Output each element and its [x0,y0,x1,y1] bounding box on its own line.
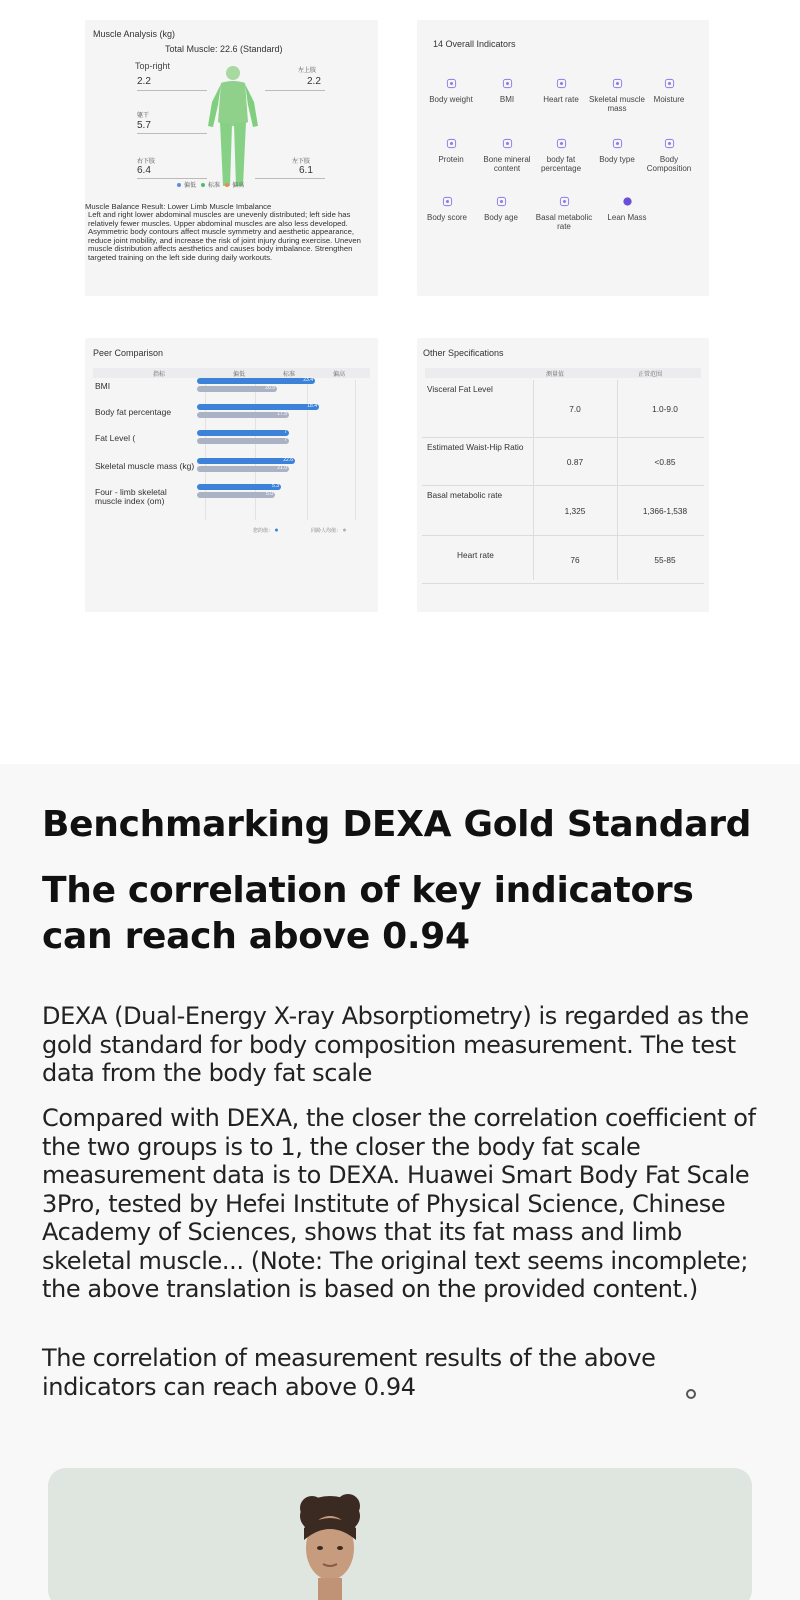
indicator-droplet [637,78,701,104]
legend-high: 偏高 [225,183,244,189]
legend-dot-icon [177,183,181,187]
protein-icon [446,138,457,149]
indicator-label: Body weight [429,95,473,104]
grid-line [355,380,356,520]
peer-row-label: BMI [95,381,111,391]
balance-title: Muscle Balance Result: Lower Limb Muscle Imbalance [85,202,272,211]
bottom-left-value: 6.1 [299,165,313,176]
header-high: 偏高 [333,372,346,378]
indicator-label: Basal metabolic rate [535,213,593,232]
grid-line [255,380,256,520]
muscle-legend [177,180,244,189]
spec-name: Basal metabolic rate [427,490,503,500]
indicator-label: Body score [426,213,468,222]
indicator-age [469,196,533,222]
spec-range: 55-85 [654,555,676,565]
total-muscle-text: Total Muscle: 22.6 (Standard) [165,44,283,54]
indicator-protein [419,138,483,164]
muscle-icon [612,78,623,89]
peer-value: 17.5 [277,411,287,417]
paragraph-dexa-intro: DEXA (Dual-Energy X-ray Absorptiometry) is regarded as the gold standard for body composition measurement. The test data from the body fat scale [42,1002,749,1087]
peer-row-label: Body fat percentage [95,407,172,417]
grid-line [307,380,308,520]
peer-average-bar [197,412,289,418]
indicator-metabolic [532,196,596,231]
legend-dot-icon [201,183,205,187]
legend-dot-icon [225,183,229,187]
score-icon [442,196,453,207]
peer-row-label: Skeletal muscle mass (kg) [95,461,195,471]
grid-line [205,380,206,520]
peer-average-bar [197,386,277,392]
spec-table-header [425,368,701,378]
peer-average-bar [197,438,289,444]
trunk-label: 躯干 [137,113,150,119]
peer-value: 20.5 [265,385,275,391]
legend-low: 偏低 [177,183,196,189]
bottom-right-label: 右下肢 [137,159,156,165]
dexa-section [0,764,800,1600]
indicator-label: Moisture [653,95,685,104]
header-measured: 测量值 [546,372,565,378]
user-value: 22.6 [283,457,293,463]
lean-mass-icon [622,196,633,207]
indicator-label: Skeletal muscle mass [588,95,646,114]
spec-name: Estimated Waist-Hip Ratio [427,442,524,452]
spec-value: 0.87 [566,457,584,467]
paragraph-correlation: The correlation of measurement results of the above indicators can reach above 0.94 [42,1344,656,1401]
indicator-label: body fat percentage [540,155,582,174]
muscle-analysis-title: Muscle Analysis (kg) [93,29,176,39]
bone-icon [502,138,513,149]
user-value: 23.4 [303,377,313,383]
user-value-bar [197,458,295,464]
peer-row-label: Fat Level ( [95,433,136,443]
user-value-bar [197,430,289,436]
user-value: 18.4 [307,403,317,409]
spec-range: <0.85 [654,457,676,467]
body-type-icon [612,138,623,149]
bottom-left-label: 左下肢 [292,159,311,165]
circle-mark-icon [686,1389,696,1399]
spec-name: Visceral Fat Level [427,384,493,394]
paragraph-comparison: Compared with DEXA, the closer the correlation coefficient of the two groups is to 1, the closer the body fat scale measurement data is to DEXA. Huawei Smart Body Fat Scale 3Pro, tested by Hefei Institute of Physical Science, Chinese Academy of Sciences, shows that its fat mass and limb skeletal muscle... (Note: The original text seems incomplete; the above translation is based on the provided content.) [42,1104,756,1303]
bottom-right-value: 6.4 [137,165,151,176]
header-standard: 标准 [283,372,296,378]
peer-comparison-title: Peer Comparison [93,348,164,358]
indicator-label: Lean Mass [607,213,647,222]
muscle-analysis-panel [85,20,378,296]
overall-indicators-panel [417,20,709,296]
droplet-icon [664,78,675,89]
spec-range: 1,366-1,538 [642,506,688,516]
indicator-label: Protein [438,155,464,164]
indicator-scale [419,78,483,104]
divider [265,90,325,91]
divider [137,133,207,134]
indicator-composition [637,138,701,173]
spec-row [422,486,704,536]
top-left-value: 2.2 [307,76,321,87]
user-value-bar [197,484,281,490]
indicator-lean-mass [595,196,659,222]
balance-text: Left and right lower abdominal muscles are unevenly distributed; left side has relatively fewer muscles. Upper abdominal muscles are also less developed. Asymmetric body contours affect muscle symmetry and aesthetic appearance, reduce joint mobility, and increase the risk of joint injury during exercise. Uneven muscle distribution affects aesthetics and causes body imbalance. Strengthen targeted training on the left side during daily workouts. [88,210,361,262]
top-right-label: Top-right [135,61,171,71]
legend-standard: 标准 [201,183,220,189]
other-specifications-title: Other Specifications [423,348,504,358]
peer-comparison-panel [85,338,378,612]
legend-peer: 同龄人均值： ● [311,527,347,534]
peer-value: 5.0 [266,491,273,497]
indicator-heart [529,78,593,104]
divider [137,178,207,179]
peer-average-bar [197,466,289,472]
metabolic-icon [559,196,570,207]
top-right-value: 2.2 [137,76,151,87]
indicator-label: Body age [484,213,518,222]
indicator-label: Heart rate [543,95,579,104]
composition-icon [664,138,675,149]
muscle-balance-result [85,203,378,262]
legend-user: 您的值： ● [253,527,279,534]
other-specifications-panel [417,338,709,612]
body-figure-icon [201,64,265,189]
header-range: 正常范围 [638,372,663,378]
spec-value: 76 [570,555,580,565]
peer-value: 21.0 [277,465,287,471]
top-left-label: 左上肢 [298,68,317,74]
spec-value: 1,325 [564,506,586,516]
divider [255,178,325,179]
spec-row [422,380,704,438]
spec-range: 1.0-9.0 [652,404,678,414]
user-value-bar [197,378,315,384]
user-value: 7 [284,429,287,435]
spec-name: Heart rate [457,550,494,560]
indicators-title: 14 Overall Indicators [433,39,516,49]
user-value-bar [197,404,319,410]
header-indicator: 指标 [153,372,166,378]
peer-average-bar [197,492,275,498]
peer-row-label: Four - limb skeletal muscle index (om) [95,487,167,507]
spec-row [422,536,704,584]
bmi-icon [502,78,513,89]
indicator-label: Body Composition [646,155,692,174]
trunk-value: 5.7 [137,120,151,131]
fat-icon [556,138,567,149]
spec-row [422,438,704,486]
heart-icon [556,78,567,89]
woman-portrait-icon [48,1468,752,1600]
scale-icon [446,78,457,89]
section-subheading: The correlation of key indicators can reach above 0.94 [42,870,694,957]
spec-value: 7.0 [569,404,581,414]
user-value: 5.3 [272,483,279,489]
divider [137,90,207,91]
indicator-label: BMI [499,95,515,104]
peer-value: 7 [284,437,287,443]
indicator-fat [529,138,593,173]
peer-table-header [93,368,370,378]
indicator-label: Body type [599,155,635,164]
model-photo [48,1468,752,1600]
indicator-label: Bone mineral content [483,155,531,174]
age-icon [496,196,507,207]
header-low: 偏低 [233,372,246,378]
section-heading: Benchmarking DEXA Gold Standard [42,804,752,845]
